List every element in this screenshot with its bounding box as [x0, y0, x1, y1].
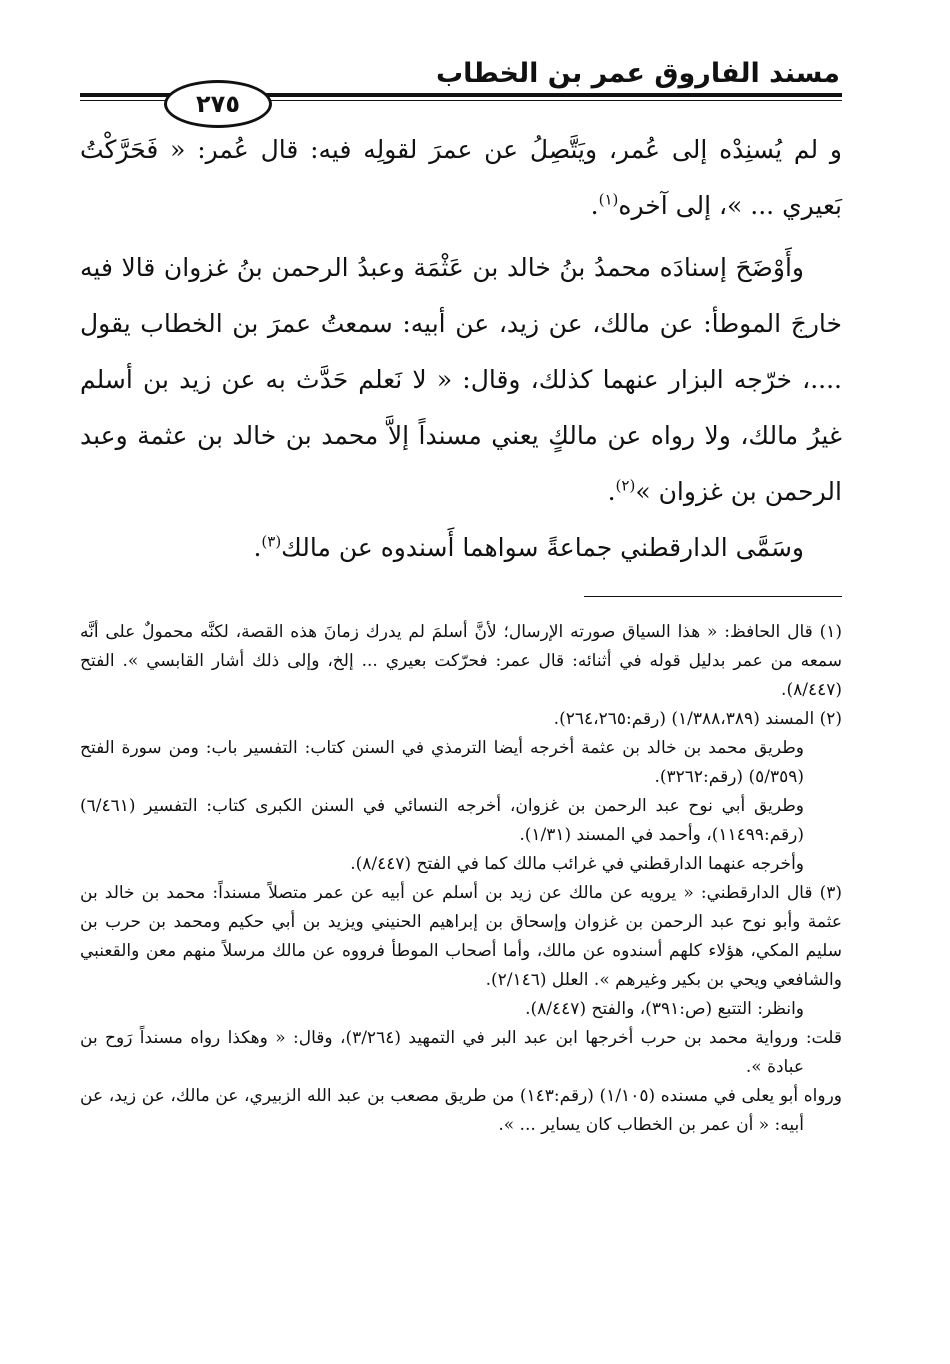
footnote-ref: (٢) — [615, 476, 636, 495]
footnote-2-continuation: وأخرجه عنهما الدارقطني في غرائب مالك كما في الفتح (٨/٤٤٧). — [350, 854, 804, 874]
footnote-2-continuation: وطريق أبي نوح عبد الرحمن بن غزوان، أخرجه النسائي في السنن الكبرى كتاب: التفسير (٦/٤٦١) (رقم:١١٤٩٩)، وأحمد في المسند (١/٣١). — [80, 796, 804, 845]
footnote-3: (٣) قال الدارقطني: « يرويه عن مالك عن زيد بن أسلم عن أبيه عن عمر متصلاً مسنداً: محمد بن خالد بن عثمة وأبو نوح عبد الرحمن بن غزوان وإسحاق بن إبراهيم الحنيني ويزيد بن أبي حكيم ومحمد بن حرب بن سليم المكي، هؤلاء كلهم أسندوه عن مالك، وأما أصحاب الموطأ فرووه عن مالك مرسلاً منهم معن والقعنبي والشافعي ويحي بن بكير وغيرهم ». العلل (٢/١٤٦). — [80, 883, 842, 990]
paragraph-text: وسَمَّى الدارقطني جماعةً سواهما أَسندوه عن مالك — [281, 533, 804, 562]
paragraph-text: و لم يُسنِدْه إلى عُمر، ويَتَّصِلُ عن عمرَ لقولِه فيه: قال عُمر: « فَحَرَّكْتُ بَعيري ... »، إلى آخره — [80, 135, 842, 220]
footnote-2-continuation: وطريق محمد بن خالد بن عثمة أخرجه أيضا الترمذي في السنن كتاب: التفسير باب: ومن سورة الفتح (٥/٣٥٩) (رقم:٣٢٦٢). — [80, 738, 804, 787]
paragraph-3 — [80, 520, 842, 576]
footnote-3-continuation: وانظر: التتبع (ص:٣٩١)، والفتح (٨/٤٤٧). — [525, 999, 804, 1019]
footnote-1: (١) قال الحافظ: « هذا السياق صورته الإرسال؛ لأنَّ أسلمَ لم يدرك زمانَ هذه القصة، لكنَّه محمولٌ على أنَّه سمعه من عمر بدليل قوله في أثنائه: قال عمر: فحرّكت بعيري ... إلخ، وإلى ذلك أشار القابسي ». الفتح (٨/٤٤٧). — [80, 622, 842, 700]
footnote-ref: (١) — [598, 190, 619, 209]
paragraph-end: . — [253, 533, 262, 562]
footnote-3-note: ورواه أبو يعلى في مسنده (١/١٠٥) (رقم:١٤٣) من طريق مصعب بن عبد الله الزبيري، عن مالك، عن زيد، عن أبيه: « أن عمر بن الخطاب كان يساير ... ». — [80, 1086, 843, 1135]
paragraph-text: وأَوْضَحَ إسنادَه محمدُ بنُ خالد بن عَثْمَة وعبدُ الرحمن بنُ غزوان قالا فيه خارجَ الموطأ: عن مالك، عن زيد، عن أبيه: سمعتُ عمرَ بن الخطاب يقول ....، خرّجه البزار عنهما كذلك، وقال: « لا نَعلم حَدَّث به عن زيد بن أسلم غيرُ مالك، ولا رواه عن مالكٍ يعني مسنداً إلاَّ محمد بن خالد بن عثمة وعبد الرحمن بن غزوان » — [80, 253, 842, 506]
footnote-ref: (٣) — [261, 532, 282, 551]
footnote-separator — [584, 596, 842, 597]
paragraph-2 — [80, 240, 842, 520]
paragraph-1 — [80, 122, 842, 234]
footnotes — [80, 618, 842, 1140]
paragraph-end: . — [590, 191, 599, 220]
paragraph-end: . — [607, 477, 616, 506]
footnote-2: (٢) المسند (١/٣٨٨،٣٨٩) (رقم:٢٦٤،٢٦٥). — [553, 709, 842, 729]
footnote-3-note: قلت: ورواية محمد بن حرب أخرجها ابن عبد البر في التمهيد (٣/٢٦٤)، وقال: « وهكذا رواه مسنداً رَوح بن عبادة ». — [80, 1028, 843, 1077]
main-text — [80, 122, 842, 576]
running-title: مسند الفاروق عمر بن الخطاب — [435, 58, 840, 89]
page-number: ٢٧٥ — [164, 80, 272, 128]
